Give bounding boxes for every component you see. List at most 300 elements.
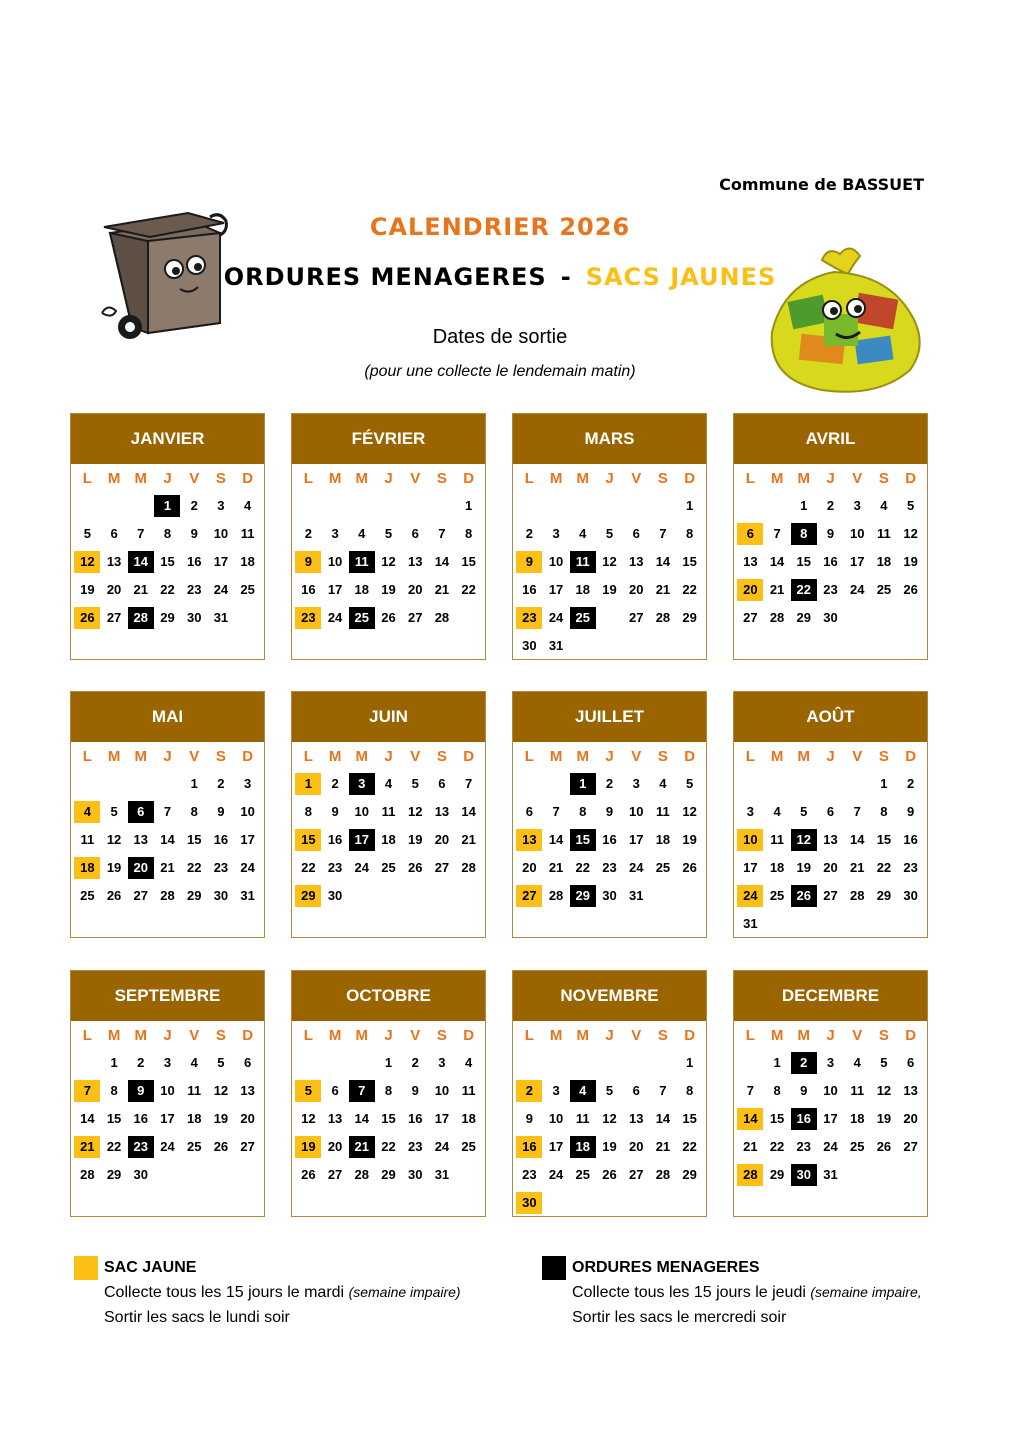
- day-number: 13: [240, 1083, 255, 1098]
- day-number: 4: [579, 526, 587, 541]
- day: [817, 1161, 844, 1189]
- legend-ordures-title: ORDURES MENAGERES: [572, 1259, 760, 1276]
- day-number: 24: [548, 610, 564, 625]
- yellow-bag-illustration: [760, 238, 930, 398]
- weekday-header: S: [436, 748, 447, 765]
- day-number: [324, 1052, 346, 1074]
- weekday-header: S: [878, 748, 889, 765]
- day: [676, 798, 703, 826]
- day: [375, 1161, 402, 1189]
- day-number: 15: [186, 832, 202, 847]
- day-number: [404, 885, 426, 907]
- day-empty: [295, 1049, 322, 1077]
- day: [817, 576, 844, 604]
- day-number: 14: [655, 1111, 671, 1126]
- day-number: 6: [737, 523, 763, 545]
- day-number: [900, 607, 922, 629]
- day-number: 29: [682, 610, 697, 625]
- day-number: 29: [769, 1167, 785, 1182]
- day-number: 15: [876, 832, 892, 847]
- day-number: 7: [163, 804, 172, 819]
- day: [623, 1105, 650, 1133]
- weekday-header: D: [242, 748, 254, 765]
- day: [676, 826, 703, 854]
- day-number: 19: [903, 554, 918, 569]
- day: [101, 520, 128, 548]
- day-number: [103, 773, 125, 795]
- day-number: 17: [349, 829, 375, 851]
- day-sac-jaune: [295, 548, 322, 576]
- day-number: 26: [381, 610, 396, 625]
- day: [543, 604, 570, 632]
- day-empty: [154, 1161, 181, 1189]
- day-number: 3: [853, 498, 861, 513]
- weekday-header: M: [134, 470, 148, 487]
- day: [623, 854, 650, 882]
- day-number: 22: [301, 860, 316, 875]
- day-number: 9: [295, 551, 321, 573]
- day-number: 15: [295, 829, 321, 851]
- day-number: [324, 495, 346, 517]
- day-number: 23: [213, 860, 229, 875]
- day: [897, 520, 924, 548]
- weekday-header: M: [134, 1027, 148, 1044]
- day: [650, 1133, 677, 1161]
- day: [897, 1105, 924, 1133]
- day: [101, 1105, 128, 1133]
- day: [234, 576, 261, 604]
- day: [737, 1133, 764, 1161]
- day-number: 10: [548, 1111, 564, 1126]
- weekday-header: V: [631, 1027, 642, 1044]
- day: [375, 854, 402, 882]
- day: [101, 1049, 128, 1077]
- day-number: 21: [434, 582, 450, 597]
- day-number: 19: [80, 582, 95, 597]
- day-number: 31: [240, 888, 255, 903]
- day: [234, 1105, 261, 1133]
- month-name: NOVEMBRE: [513, 971, 706, 1021]
- day: [181, 1077, 208, 1105]
- day-number: 7: [137, 526, 145, 541]
- weekday-header: S: [436, 1027, 447, 1044]
- day-number: 30: [327, 888, 343, 903]
- day: [676, 520, 703, 548]
- day-number: 7: [773, 526, 781, 541]
- day: [208, 1049, 235, 1077]
- weekday-header: M: [549, 470, 563, 487]
- day-number: 28: [655, 1167, 671, 1182]
- day-number: 21: [743, 1139, 758, 1154]
- day-number: 1: [384, 1055, 393, 1070]
- day: [650, 1105, 677, 1133]
- day-number: 3: [438, 1055, 446, 1070]
- day-number: 19: [106, 860, 122, 875]
- day: [650, 1161, 677, 1189]
- day: [764, 1105, 791, 1133]
- day-number: 5: [800, 804, 808, 819]
- day: [101, 1077, 128, 1105]
- day-number: [873, 913, 895, 935]
- day: [295, 576, 322, 604]
- day: [596, 854, 623, 882]
- day-number: 23: [128, 1136, 154, 1158]
- day-number: 30: [823, 610, 838, 625]
- day-number: 22: [461, 582, 476, 597]
- day-ordures: [569, 548, 596, 576]
- day: [871, 882, 898, 910]
- day-number: 21: [349, 1136, 375, 1158]
- day: [429, 520, 456, 548]
- day: [402, 1077, 429, 1105]
- day-number: [873, 1164, 895, 1186]
- day-number: 13: [434, 804, 450, 819]
- day-empty: [181, 1161, 208, 1189]
- day-ordures: [348, 826, 375, 854]
- day-number: [598, 635, 620, 657]
- day-number: 31: [743, 916, 758, 931]
- day-number: 9: [331, 804, 339, 819]
- day: [348, 1161, 375, 1189]
- day: [650, 1077, 677, 1105]
- weekday-header: J: [826, 748, 835, 765]
- day-empty: [844, 604, 871, 632]
- day-number: 12: [876, 1083, 892, 1098]
- day-number: 26: [407, 860, 423, 875]
- day-number: [652, 1192, 674, 1214]
- legend-sac-jaune-title: SAC JAUNE: [104, 1259, 197, 1276]
- day-number: 27: [516, 885, 542, 907]
- day: [429, 604, 456, 632]
- day-number: [652, 885, 674, 907]
- day-number: 26: [791, 885, 817, 907]
- day-ordures: [127, 1077, 154, 1105]
- day: [764, 882, 791, 910]
- day-number: 17: [213, 554, 229, 569]
- day-number: 3: [632, 776, 640, 791]
- weekday-header: L: [82, 748, 92, 765]
- month-name: AVRIL: [734, 414, 927, 464]
- day: [844, 798, 871, 826]
- day-number: 22: [575, 860, 591, 875]
- day-number: 12: [213, 1083, 229, 1098]
- legend-ordures-note: (semaine impaire,: [810, 1284, 922, 1300]
- day-number: 13: [516, 829, 542, 851]
- day: [737, 798, 764, 826]
- month-10: [512, 970, 707, 1217]
- day-number: 21: [548, 860, 564, 875]
- day-number: [598, 607, 620, 629]
- day: [844, 882, 871, 910]
- day-number: 8: [686, 1083, 694, 1098]
- day: [322, 1161, 349, 1189]
- day: [375, 1077, 402, 1105]
- day: [790, 1133, 817, 1161]
- weekday-header: J: [605, 1027, 614, 1044]
- day-number: 7: [853, 804, 861, 819]
- day-number: [210, 1164, 232, 1186]
- day-number: 27: [434, 860, 450, 875]
- day-number: 22: [160, 582, 175, 597]
- day: [101, 576, 128, 604]
- day-number: [156, 773, 178, 795]
- legend-sac-jaune-line2: Sortir les sacs le lundi soir: [104, 1309, 290, 1326]
- day-empty: [322, 1049, 349, 1077]
- day-number: 4: [853, 1055, 861, 1070]
- day-ordures: [348, 1133, 375, 1161]
- day-ordures: [348, 548, 375, 576]
- weekday-header: M: [355, 470, 369, 487]
- calendar-subtitle-line: [200, 263, 800, 291]
- day-number: 13: [743, 554, 758, 569]
- day: [322, 604, 349, 632]
- day-number: 10: [737, 829, 763, 851]
- day-ordures: [348, 604, 375, 632]
- weekday-header: D: [463, 748, 475, 765]
- day-number: 2: [137, 1055, 145, 1070]
- day: [402, 604, 429, 632]
- day-number: 14: [737, 1108, 763, 1130]
- legend-ordures-line1: [572, 1284, 922, 1302]
- day: [208, 798, 235, 826]
- day-number: [625, 1052, 647, 1074]
- day-number: 18: [849, 1111, 865, 1126]
- day-number: 14: [354, 1111, 370, 1126]
- day: [543, 1133, 570, 1161]
- day-number: 6: [128, 801, 154, 823]
- day: [375, 604, 402, 632]
- day-number: 1: [190, 776, 198, 791]
- day: [543, 1105, 570, 1133]
- weekday-header: D: [684, 748, 696, 765]
- day: [348, 854, 375, 882]
- weekday-header: M: [797, 1027, 811, 1044]
- day-number: 27: [133, 888, 149, 903]
- day-ordures: [569, 1133, 596, 1161]
- weekday-header: M: [549, 1027, 563, 1044]
- day: [543, 854, 570, 882]
- day: [74, 520, 101, 548]
- weekday-header: M: [134, 748, 148, 765]
- day-number: 22: [791, 579, 817, 601]
- day: [154, 576, 181, 604]
- day-empty: [101, 770, 128, 798]
- day-number: 29: [796, 610, 812, 625]
- day: [897, 1077, 924, 1105]
- day-number: 21: [769, 582, 785, 597]
- day-number: 29: [295, 885, 321, 907]
- day-number: [679, 885, 701, 907]
- day: [402, 520, 429, 548]
- day-empty: [569, 492, 596, 520]
- day: [623, 798, 650, 826]
- day-number: 18: [354, 582, 370, 597]
- month-7: [733, 691, 928, 938]
- day-number: [793, 913, 815, 935]
- day: [455, 854, 482, 882]
- title-separator: -: [560, 263, 572, 291]
- day-empty: [402, 492, 429, 520]
- title-ordures: ORDURES MENAGERES: [223, 263, 547, 291]
- day-number: 23: [823, 582, 838, 597]
- day-number: 3: [217, 498, 225, 513]
- day: [455, 826, 482, 854]
- day: [737, 910, 764, 938]
- day-number: 17: [743, 860, 758, 875]
- collection-note: (pour une collecte le lendemain matin): [364, 363, 636, 380]
- day: [208, 1133, 235, 1161]
- day: [127, 520, 154, 548]
- day-sac-jaune: [516, 1133, 543, 1161]
- day-empty: [375, 492, 402, 520]
- day-empty: [764, 910, 791, 938]
- day-number: 6: [331, 1083, 339, 1098]
- day-ordures: [790, 882, 817, 910]
- day-number: 30: [407, 1167, 423, 1182]
- day: [154, 548, 181, 576]
- day-empty: [543, 1189, 570, 1217]
- day-number: 30: [903, 888, 918, 903]
- day-number: 2: [605, 776, 614, 791]
- day: [897, 798, 924, 826]
- day: [596, 548, 623, 576]
- day: [844, 1077, 871, 1105]
- day: [348, 576, 375, 604]
- day: [871, 520, 898, 548]
- day: [429, 1133, 456, 1161]
- day-number: 5: [605, 1083, 614, 1098]
- day-number: 16: [903, 832, 918, 847]
- day-empty: [596, 604, 623, 632]
- day-number: 1: [880, 776, 888, 791]
- day-number: 1: [465, 498, 473, 513]
- day-number: [237, 607, 259, 629]
- day-number: 10: [327, 554, 343, 569]
- day-number: 31: [434, 1167, 450, 1182]
- day-number: [545, 1192, 567, 1214]
- day: [676, 770, 703, 798]
- day-number: 1: [570, 773, 596, 795]
- weekday-header: L: [524, 470, 534, 487]
- day-number: 11: [575, 1111, 590, 1126]
- weekday-header: J: [384, 748, 393, 765]
- day-number: 14: [80, 1111, 95, 1126]
- day-number: [458, 885, 480, 907]
- weekday-header: V: [852, 1027, 863, 1044]
- month-name: AOÛT: [734, 692, 927, 742]
- day-number: 28: [548, 888, 564, 903]
- day-number: 5: [880, 1055, 888, 1070]
- day-ordures: [569, 826, 596, 854]
- weekday-header: L: [745, 1027, 755, 1044]
- day-empty: [623, 632, 650, 660]
- day-number: 5: [411, 776, 419, 791]
- day-empty: [790, 910, 817, 938]
- day: [623, 576, 650, 604]
- legend-sac-jaune-line1: [104, 1284, 461, 1302]
- day-number: [297, 495, 319, 517]
- day: [817, 604, 844, 632]
- day-empty: [375, 882, 402, 910]
- day-number: 12: [74, 551, 100, 573]
- day: [402, 548, 429, 576]
- day: [208, 826, 235, 854]
- day: [455, 1077, 482, 1105]
- day-sac-jaune: [74, 1077, 101, 1105]
- day-number: 4: [384, 776, 393, 791]
- day-sac-jaune: [516, 882, 543, 910]
- day-number: [130, 773, 152, 795]
- day-number: 30: [791, 1164, 817, 1186]
- day: [234, 826, 261, 854]
- day-number: 8: [163, 526, 172, 541]
- day: [375, 548, 402, 576]
- day-number: 24: [434, 1139, 450, 1154]
- day-number: 3: [244, 776, 252, 791]
- day: [844, 548, 871, 576]
- day-number: 2: [907, 776, 915, 791]
- day-number: 23: [186, 582, 202, 597]
- day-number: 5: [907, 498, 915, 513]
- day: [101, 798, 128, 826]
- day-number: 31: [548, 638, 564, 653]
- day-number: 11: [349, 551, 375, 573]
- day: [844, 854, 871, 882]
- day: [455, 520, 482, 548]
- day-number: 16: [133, 1111, 149, 1126]
- day: [543, 1161, 570, 1189]
- day: [455, 1049, 482, 1077]
- day-number: 13: [823, 832, 838, 847]
- day-empty: [737, 1049, 764, 1077]
- day-number: 6: [632, 526, 640, 541]
- month-name: MARS: [513, 414, 706, 464]
- day-number: [431, 495, 453, 517]
- day: [322, 826, 349, 854]
- day-empty: [101, 492, 128, 520]
- day: [897, 826, 924, 854]
- day-number: 18: [655, 832, 671, 847]
- day-empty: [897, 604, 924, 632]
- day: [871, 1105, 898, 1133]
- day-number: 8: [791, 523, 817, 545]
- day-number: 25: [769, 888, 785, 903]
- day: [208, 1077, 235, 1105]
- day: [154, 826, 181, 854]
- day: [455, 798, 482, 826]
- weekday-header: D: [684, 1027, 696, 1044]
- day-number: [739, 773, 761, 795]
- day-number: 9: [525, 1111, 533, 1126]
- day-number: 24: [213, 582, 229, 597]
- day-number: 1: [773, 1055, 781, 1070]
- day-number: 20: [240, 1111, 255, 1126]
- day: [208, 604, 235, 632]
- day: [871, 798, 898, 826]
- day: [74, 1105, 101, 1133]
- day: [127, 882, 154, 910]
- weekday-header: J: [163, 470, 172, 487]
- day-number: 12: [106, 832, 122, 847]
- day-number: 10: [240, 804, 255, 819]
- day-number: [431, 885, 453, 907]
- day-number: 28: [849, 888, 865, 903]
- day-number: [76, 495, 98, 517]
- day-empty: [569, 1049, 596, 1077]
- day: [208, 882, 235, 910]
- day: [897, 854, 924, 882]
- day-number: 26: [106, 888, 122, 903]
